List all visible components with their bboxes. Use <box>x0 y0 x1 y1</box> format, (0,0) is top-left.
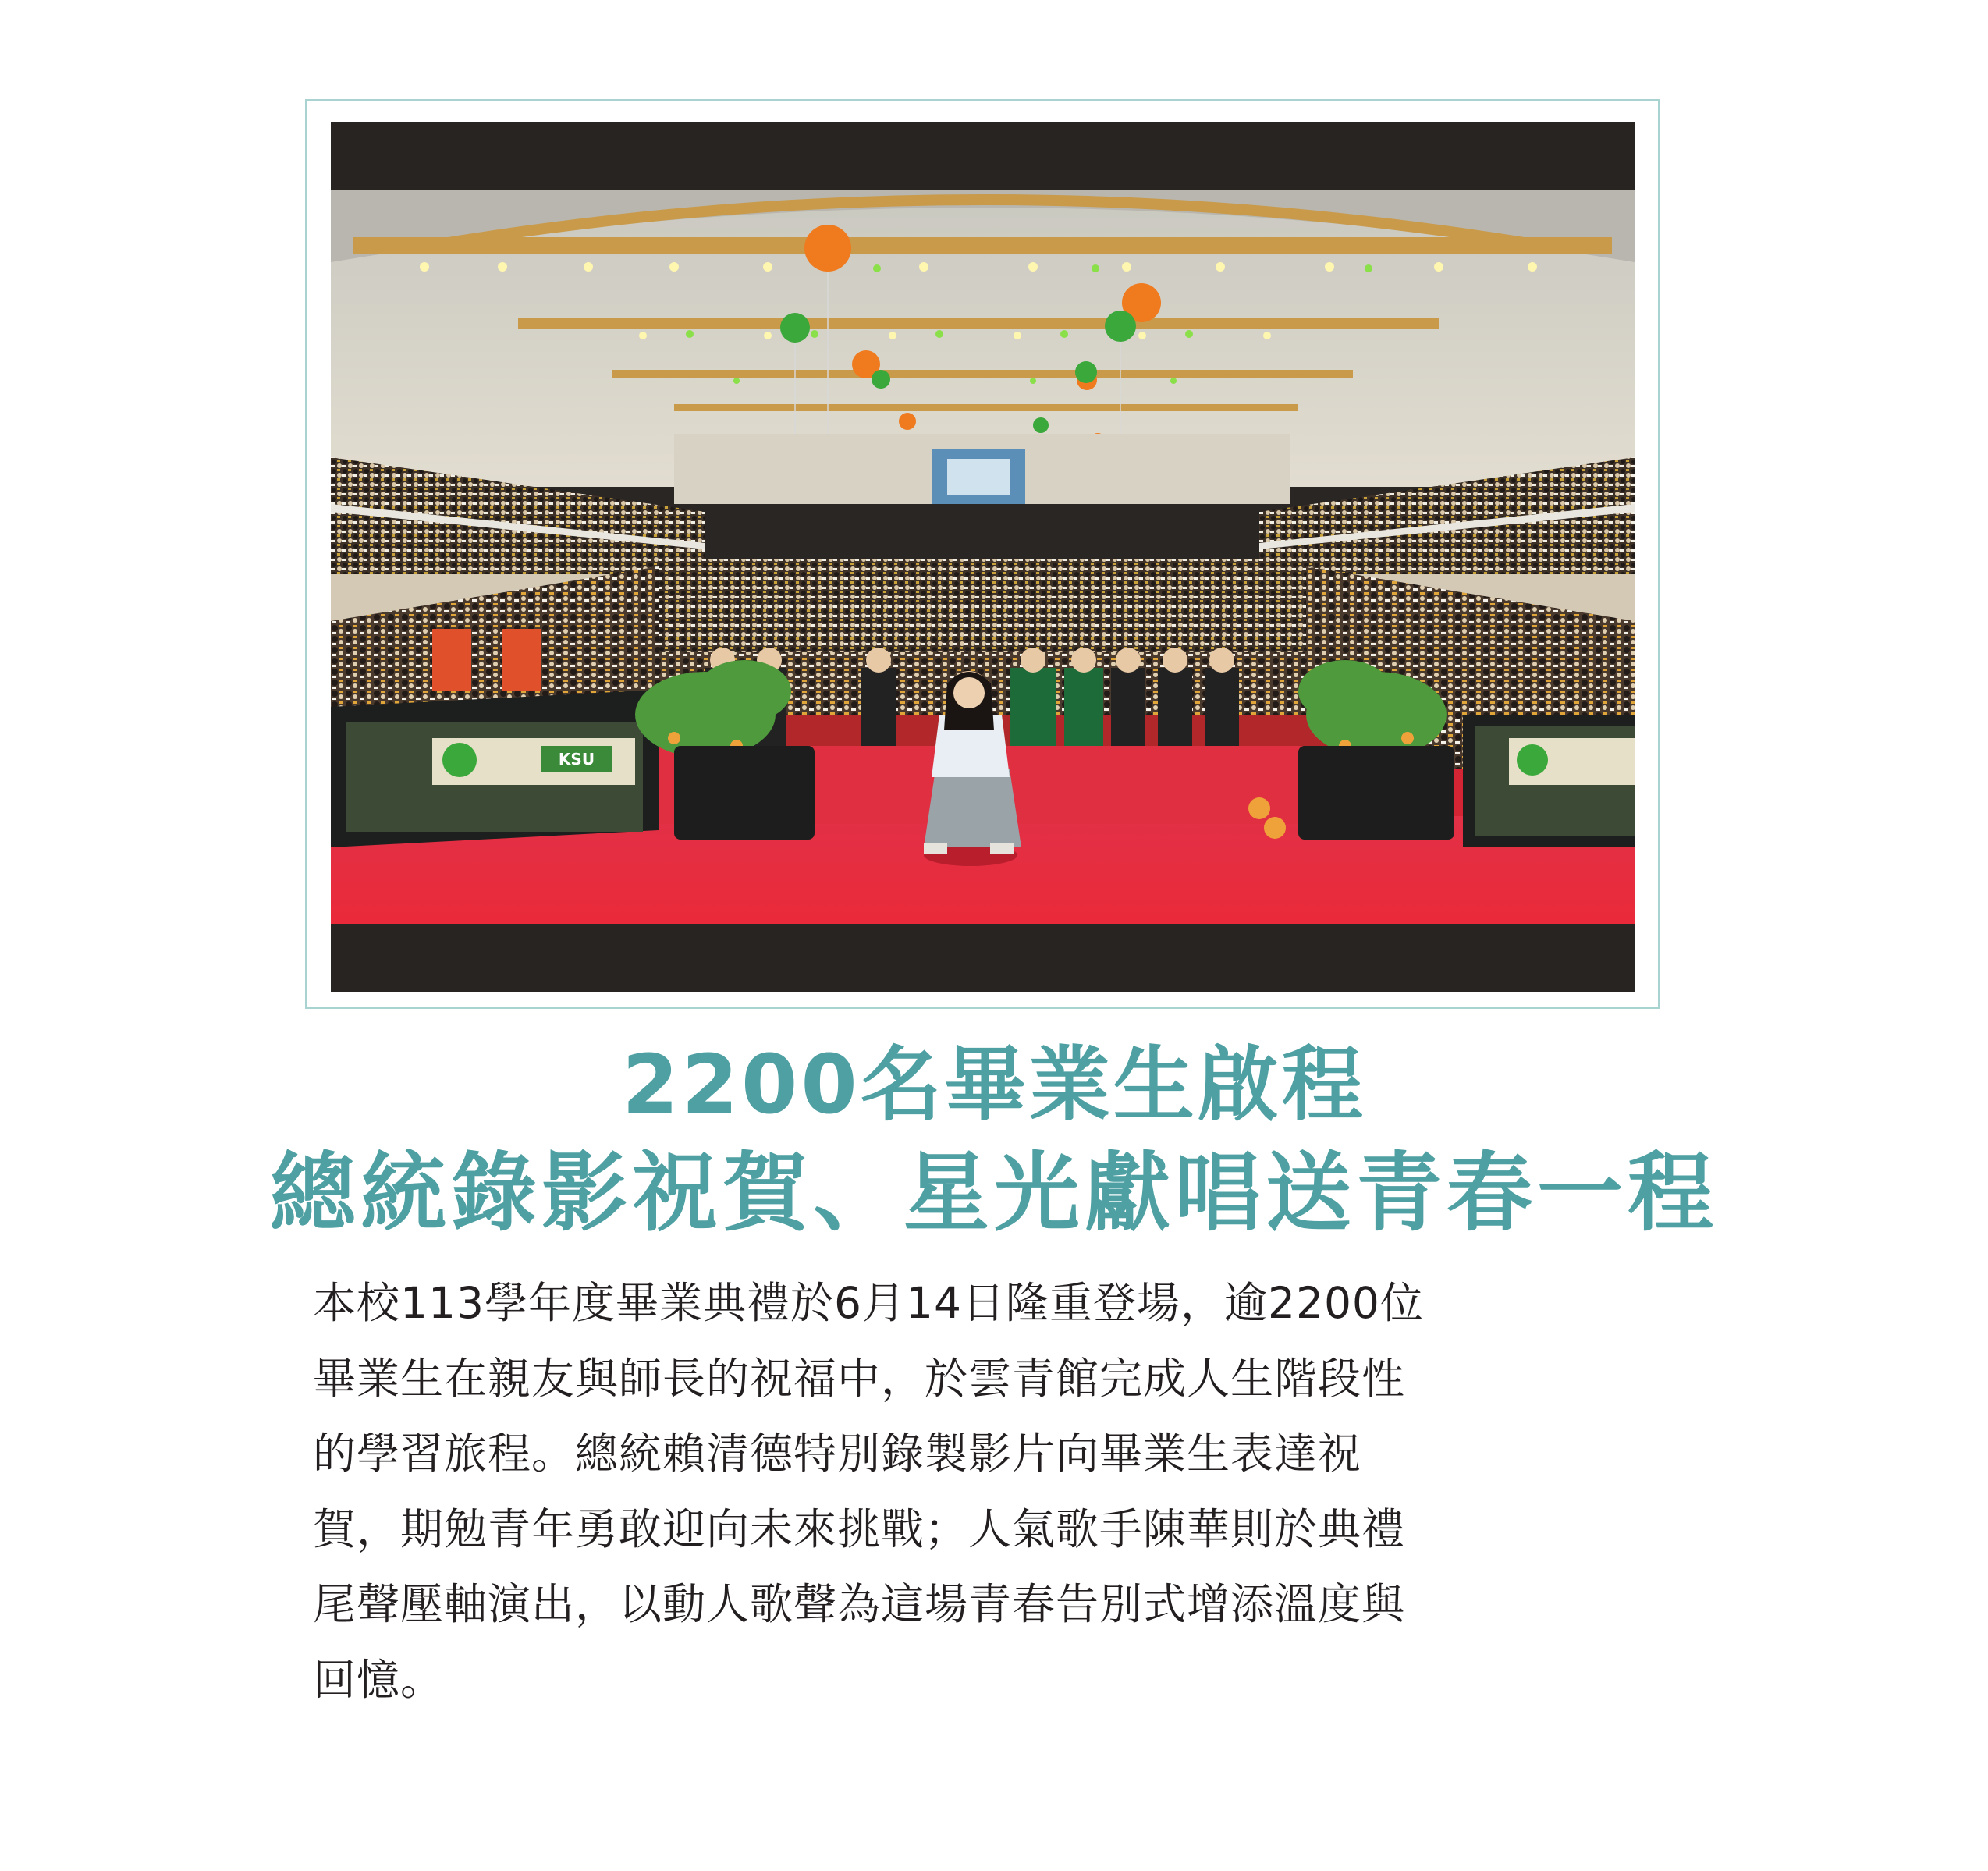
body-line: 賀，期勉青年勇敢迎向未來挑戰；人氣歌手陳華則於典禮 <box>313 1504 1406 1554</box>
body-line: 畢業生在親友與師長的祝福中，於雲青館完成人生階段性 <box>313 1353 1406 1404</box>
headline-line-1: 2200名畢業生啟程 <box>622 1037 1366 1132</box>
screen-logo-text: KSU <box>558 750 595 769</box>
graduation-ceremony-photo <box>331 122 1635 992</box>
body-line: 回憶。 <box>313 1654 445 1705</box>
body-line: 的學習旅程。總統賴清德特別錄製影片向畢業生表達祝 <box>313 1429 1362 1479</box>
headline-line-2: 總統錄影祝賀、星光獻唱送青春一程 <box>270 1143 1718 1243</box>
article-body <box>313 1266 1639 1717</box>
auditorium-scene <box>331 122 1635 992</box>
body-line: 本校113學年度畢業典禮於6月14日隆重登場，逾2200位 <box>313 1278 1424 1328</box>
photo-frame <box>305 99 1660 1009</box>
body-line: 尾聲壓軸演出，以動人歌聲為這場青春告別式增添溫度與 <box>313 1579 1406 1629</box>
